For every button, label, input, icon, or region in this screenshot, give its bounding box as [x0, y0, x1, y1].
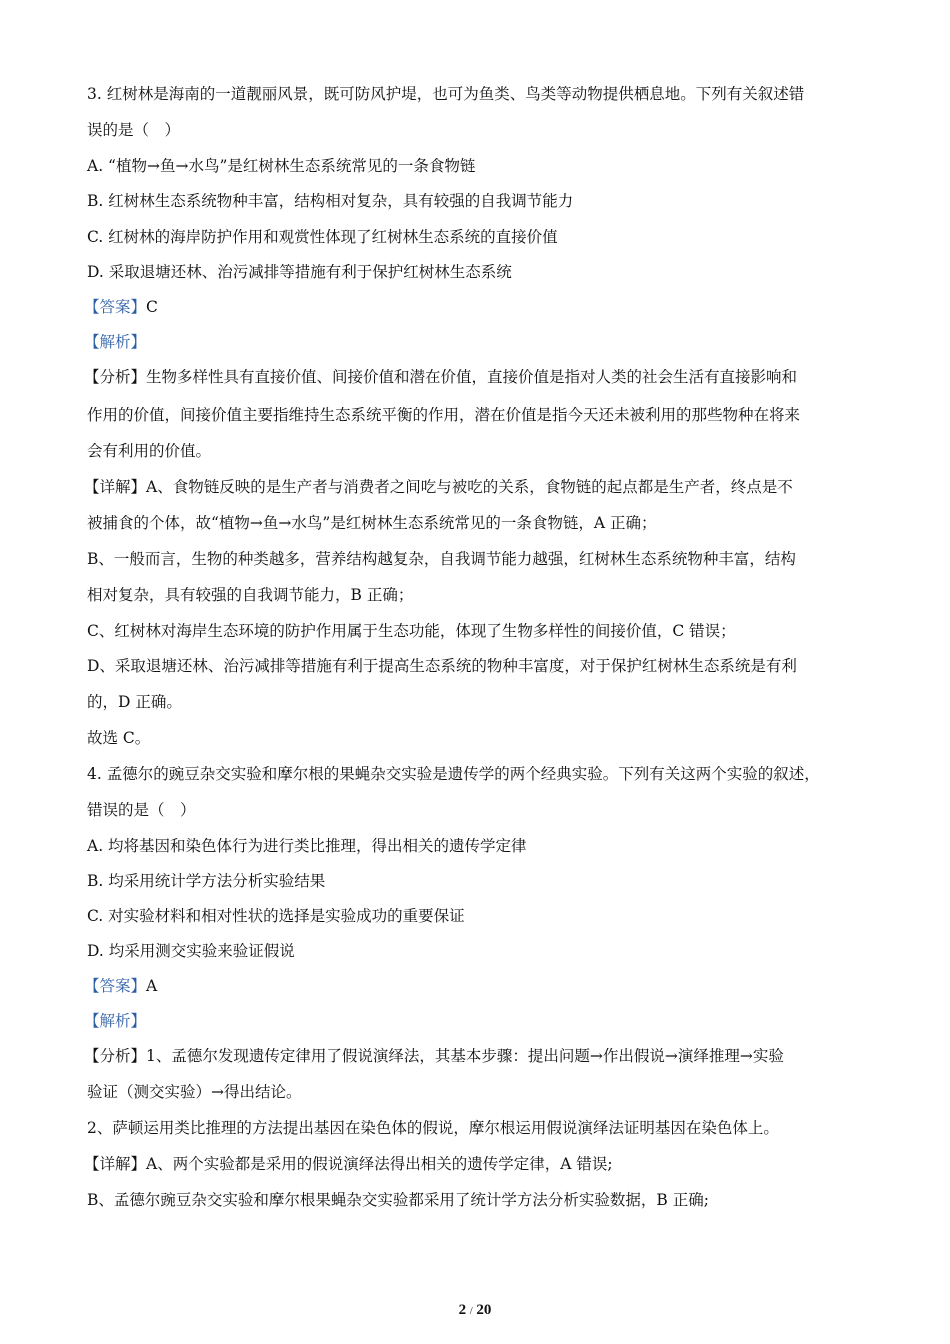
page-number: [0, 1302, 950, 1319]
q4-answer-value: A: [146, 977, 158, 995]
q3-detail-line-a2: 被捕食的个体，故“植物→鱼→水鸟”是红树林生态系统常见的一条食物链，A 正确；: [87, 514, 657, 532]
q4-fenxi-text-1: 1、孟德尔发现遗传定律用了假说演绎法，其基本步骤：提出问题→作出假说→演绎推理→实验: [146, 1047, 784, 1065]
q4-fenxi-line-1: [84, 1046, 784, 1066]
q3-stem-line-1: 3. 红树林是海南的一道靓丽风景，既可防风护堤，也可为鱼类、鸟类等动物提供栖息地。下列有关叙述错: [87, 85, 805, 103]
xiangjie-tag: 【详解】: [84, 478, 147, 496]
q3-fenxi-line-2: 作用的价值，间接价值主要指维持生态系统平衡的作用，潜在价值是指今天还未被利用的那些物种在将来: [87, 406, 801, 424]
total-pages: 20: [476, 1302, 492, 1318]
q3-answer-value: C: [146, 298, 158, 316]
q3-option-d: D. 采取退塘还林、治污减排等措施有利于保护红树林生态系统: [87, 263, 512, 281]
q3-fenxi-line-1: [84, 367, 797, 387]
q3-answer-line: [84, 297, 158, 317]
analysis-tag: 【解析】: [84, 1012, 147, 1030]
q3-fenxi-line-3: 会有利用的价值。: [87, 442, 212, 460]
page-separator: /: [469, 1306, 473, 1317]
q4-fenxi-line-3: 2、萨顿运用类比推理的方法提出基因在染色体的假说，摩尔根运用假说演绎法证明基因在染色体上。: [87, 1119, 779, 1137]
q4-option-b: B. 均采用统计学方法分析实验结果: [87, 872, 326, 890]
q4-option-a: A. 均将基因和染色体行为进行类比推理，得出相关的遗传学定律: [87, 837, 527, 855]
current-page: 2: [458, 1302, 467, 1318]
xiangjie-tag: 【详解】: [84, 1155, 147, 1173]
q4-fenxi-line-2: 验证（测交实验）→得出结论。: [87, 1083, 302, 1101]
q3-stem-line-2: 误的是（ ）: [87, 121, 181, 139]
q4-detail-line-a: [84, 1154, 613, 1174]
q4-answer-line: [84, 976, 157, 996]
fenxi-tag: 【分析】: [84, 1047, 147, 1065]
q3-detail-line-d1: D、采取退塘还林、治污减排等措施有利于提高生态系统的物种丰富度，对于保护红树林生态系统是有利: [87, 657, 797, 675]
q4-analysis-heading: [84, 1011, 146, 1031]
q3-detail-line-b2: 相对复杂，具有较强的自我调节能力，B 正确；: [87, 586, 414, 604]
q3-fenxi-text-1: 生物多样性具有直接价值、间接价值和潜在价值，直接价值是指对人类的社会生活有直接影响和: [146, 368, 798, 386]
q3-detail-line-a1: [84, 477, 793, 497]
q3-option-c: C. 红树林的海岸防护作用和观赏性体现了红树林生态系统的直接价值: [87, 228, 558, 246]
q4-option-d: D. 均采用测交实验来验证假说: [87, 942, 295, 960]
q3-option-a: A. “植物→鱼→水鸟”是红树林生态系统常见的一条食物链: [87, 157, 476, 175]
q3-detail-line-b1: B、一般而言，生物的种类越多，营养结构越复杂，自我调节能力越强，红树林生态系统物种丰富，结构: [87, 550, 796, 568]
q4-stem-line-1: 4. 孟德尔的豌豆杂交实验和摩尔根的果蝇杂交实验是遗传学的两个经典实验。下列有关这两个实验的叙述，: [87, 765, 820, 783]
q3-option-b: B. 红树林生态系统物种丰富，结构相对复杂，具有较强的自我调节能力: [87, 192, 574, 210]
q4-option-c: C. 对实验材料和相对性状的选择是实验成功的重要保证: [87, 907, 465, 925]
q3-conclusion: 故选 C。: [87, 729, 151, 747]
q3-analysis-heading: [84, 332, 146, 352]
q3-detail-line-c: C、红树林对海岸生态环境的防护作用属于生态功能，体现了生物多样性的间接价值，C 错误；: [87, 622, 736, 640]
analysis-tag: 【解析】: [84, 333, 147, 351]
fenxi-tag: 【分析】: [84, 368, 147, 386]
q3-detail-line-d2: 的，D 正确。: [87, 693, 182, 711]
answer-tag: 【答案】: [84, 977, 147, 995]
q4-detail-a-text: A、两个实验都是采用的假说演绎法得出相关的遗传学定律，A 错误;: [146, 1155, 613, 1173]
answer-tag: 【答案】: [84, 298, 147, 316]
q4-stem-line-2: 错误的是（ ）: [87, 801, 196, 819]
q4-detail-line-b: B、孟德尔豌豆杂交实验和摩尔根果蝇杂交实验都采用了统计学方法分析实验数据，B 正确;: [87, 1191, 709, 1209]
q3-detail-a1-text: A、食物链反映的是生产者与消费者之间吃与被吃的关系，食物链的起点都是生产者，终点是不: [146, 478, 793, 496]
